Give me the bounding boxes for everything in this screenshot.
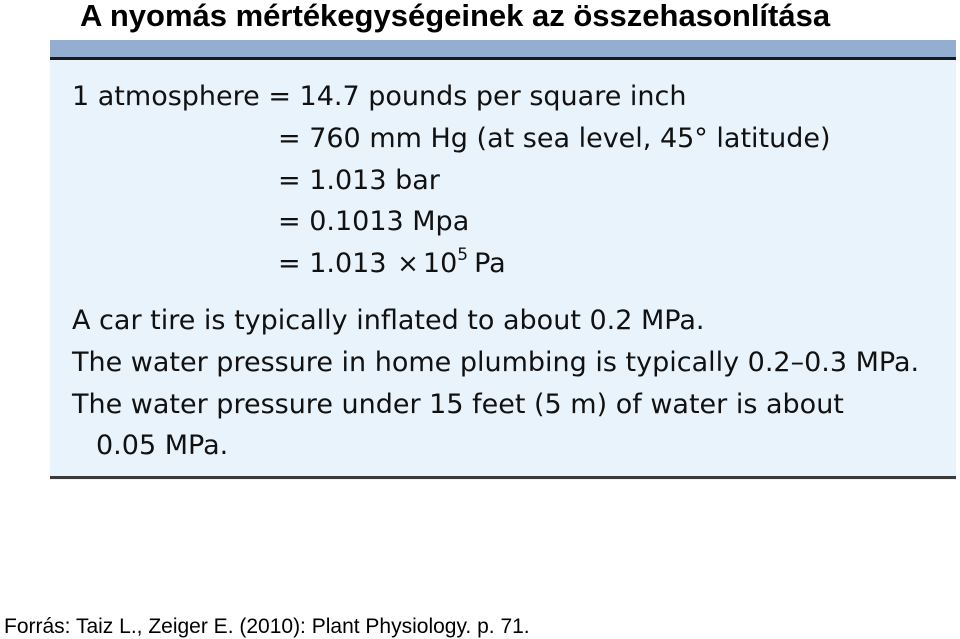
panel-top-rule (50, 57, 956, 60)
example-underwater-line-1: The water pressure under 15 feet (5 m) of water is about (72, 389, 844, 420)
example-car-tire: A car tire is typically inflated to about 0.2 MPa. (72, 305, 705, 336)
source-citation: Forrás: Taiz L., Zeiger E. (2010): Plant Physiology. p. 71. (4, 615, 530, 638)
multiplication-sign: × (397, 249, 419, 279)
conversion-pascal-base: 10 (422, 248, 458, 279)
example-home-plumbing: The water pressure in home plumbing is typically 0.2–0.3 MPa. (72, 347, 920, 378)
conversion-pascal-exponent: 5 (457, 245, 469, 265)
conversion-pascal-unit: Pa (474, 248, 506, 279)
panel-bottom-rule (50, 476, 956, 479)
conversion-atmosphere-psi: 1 atmosphere = 14.7 pounds per square inch (72, 81, 687, 112)
slide-title: A nyomás mértékegységeinek az összehasonlítása (80, 0, 831, 33)
conversion-mmhg: = 760 mm Hg (at sea level, 45° latitude) (278, 123, 831, 154)
conversion-pascal (278, 247, 506, 284)
conversion-pascal-prefix: = 1.013 (278, 248, 387, 279)
panel-top-bar (50, 40, 956, 57)
example-underwater-line-2: 0.05 MPa. (96, 430, 229, 461)
pressure-units-panel (50, 40, 956, 480)
conversion-bar: = 1.013 bar (278, 165, 440, 196)
conversion-mpa: = 0.1013 Mpa (278, 206, 470, 237)
